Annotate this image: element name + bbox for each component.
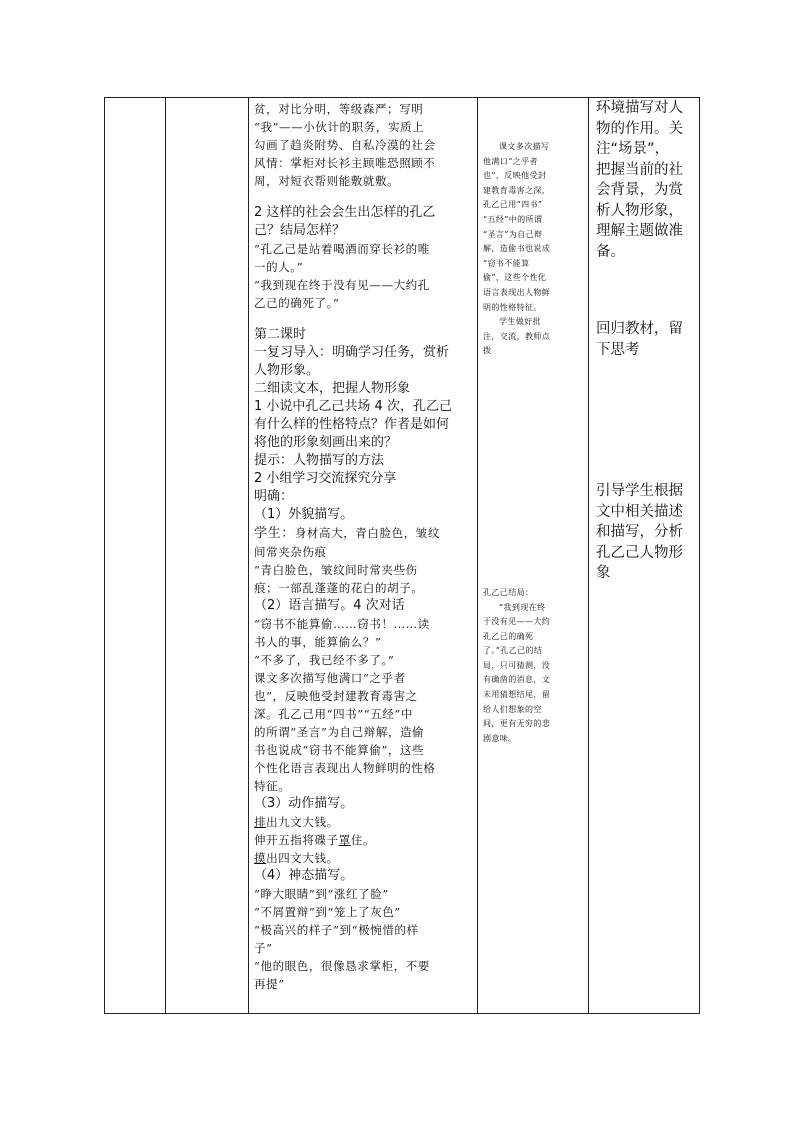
manner-title: （4）神态描写。 xyxy=(254,868,354,883)
manner-examples: “睁大眼睛”到“涨红了脸” “不屑置辩”到“笼上了灰色” “极高兴的样子”到“极惋惜的样 子” “他的眼色，很像恳求掌柜，不要 再提” xyxy=(254,887,430,991)
ending-note: 孔乙己结局： “我到现在终 于没有见——大约 孔乙己的确死 了。”孔乙己的结 局，只可猜测，没 有确凿的消息，文 末用猜想结尾，留 给人们想象的空 间，更有无穷的悲 剧意味。 xyxy=(483,587,551,743)
intent-environment: 环境描写对人 物的作用。关 注“场景”， 把握当前的社 会背景，为赏 析人物形象， 理解主题做准 备。 xyxy=(596,100,683,260)
intent-return-textbook: 回归教材，留 下思考 xyxy=(596,321,683,358)
student-answer: 学生：身材高大，青白脸色，皱纹 间常夹杂伤痕 “青白脸色，皱纹间时常夹些伤 痕；一部乱蓬蓬的花白的胡子。 xyxy=(254,526,441,595)
environment-analysis: 贫，对比分明，等级森严；写明 “我”——小伙计的职务，实质上 勾画了趋炎附势、自私冷漠的社会 风情：掌柜对长衫主顾唯恐照顾不 周，对短衣帮则能敷就敷。 xyxy=(254,102,436,188)
language-note: 课文多次描写 他满口“之乎者 也”，反映他受封 建教育毒害之深， 孔乙己用“四书” “五经”中的所谓 “圣言”为自己辩 解，造偷书也说成 “窃书不能算 偷”，这些个性化 语言表现出人物鲜 明的性格特征。 学生做好批 注，交流，教师点 拨 xyxy=(483,142,551,356)
teaching-process-cell xyxy=(248,98,477,993)
intent-character-analysis: 引导学生根据 文中相关描述 和描写，分析 孔乙己人物形 象 xyxy=(596,483,683,581)
close-reading-title: 二细读文本，把握人物形象 xyxy=(254,381,411,396)
action-title: （3）动作描写。 xyxy=(254,796,354,811)
action-examples: 排出九文大钱。 伸开五指将碟子罩住。 摸出四文大钱。 xyxy=(254,815,376,865)
lesson-2-title: 第二课时 xyxy=(254,327,307,342)
question-2: 2 这样的社会会生出怎样的孔乙 己？结局怎样？ xyxy=(254,205,436,238)
lesson-2-section: 第二课时 一复习导入：明确学习任务，赏析 人物形象。 二细读文本，把握人物形象 1 小说中孔乙己共场 4 次，孔乙己 有什么样的性格特点？作者是如何 将他的形象刻画出来的？ 提示：人物描写的方法 2 小组学习交流探究分享 明确： （1）外貌描写。 xyxy=(254,326,471,524)
language-analysis: “窃书不能算偷……窃书！……读 书人的事，能算偷么？” “不多了，我已经不多了。” 课文多次描写他满口“之乎者 也”，反映他受封建教育毒害之 深。孔乙己用“四书”“五经”中 的所谓“圣言”为自己辩解，造偷 书也说成“窃书不能算偷”，这些 个性化语言表现出人物鲜明的性格 特征。 xyxy=(254,617,436,793)
design-intent-cell xyxy=(588,98,701,584)
quote-only-long-gown: “孔乙己是站着喝酒而穿长衫的唯 一的人。” “我到现在终于没有见——大约孔 乙己的确死了。” xyxy=(254,242,430,310)
lesson-plan-table xyxy=(104,97,700,1014)
column-divider xyxy=(165,98,166,1013)
student-activity-cell xyxy=(477,98,588,746)
language-title: （2）语言描写。4 次对话 xyxy=(254,598,405,613)
appearance-title: （1）外貌描写。 xyxy=(254,507,354,522)
